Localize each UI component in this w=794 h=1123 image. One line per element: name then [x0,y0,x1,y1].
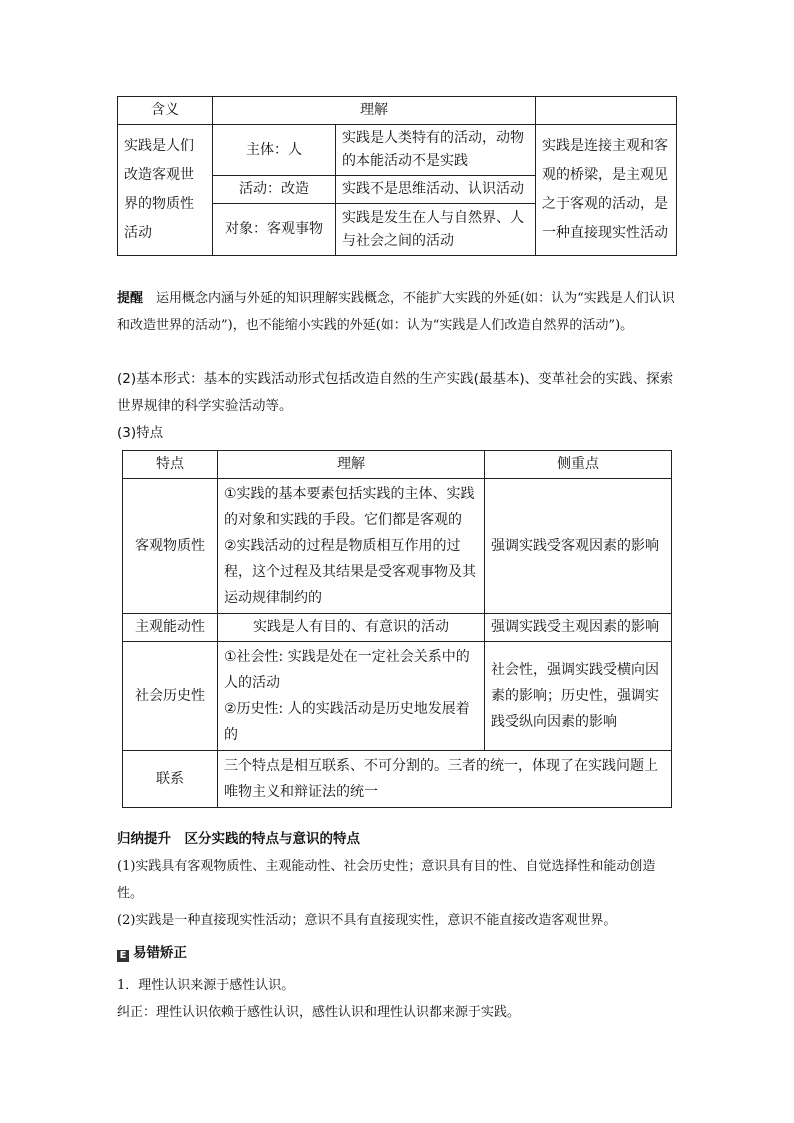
summary-title: 归纳提升 区分实践的特点与意识的特点 [117,831,360,847]
table-row [118,125,677,176]
detail-line: 实践是人有目的、有意识的活动 [253,619,449,635]
detail-cell: 实践是人类特有的活动，动物的本能活动不是实践 [336,125,536,176]
header-feature: 特点 [123,451,218,479]
feature-detail-cell [218,642,485,751]
aspect-cell: 对象：客观事物 [213,204,336,256]
feature-detail-cell [218,751,672,808]
summary-item-2: (2)实践是一种直接现实性活动；意识不具有直接现实性，意识不能直接改造客观世界。 [117,913,617,928]
note-cell: 实践是连接主观和客观的桥梁，是主观见之于客观的活动，是一种直接现实性活动 [536,125,677,256]
table-header-row [123,451,672,479]
header-empty [536,97,677,125]
feature-name-cell: 客观物质性 [123,479,218,614]
feature-focus-cell: 社会性，强调实践受横向因素的影响；历史性，强调实践受纵向因素的影响 [485,642,672,751]
header-understanding: 理解 [213,97,536,125]
detail-line: ①社会性: 实践是处在一定社会关系中的人的活动 [224,649,470,691]
table-row [123,614,672,642]
feature-focus-cell: 强调实践受客观因素的影响 [485,479,672,614]
detail-cell: 实践是发生在人与自然界、人与社会之间的活动 [336,204,536,256]
correction-text: 理性认识依赖于感性认识，感性认识和理性认识都来源于实践。 [156,1005,521,1020]
detail-line: ②实践活动的过程是物质相互作用的过程，这个过程及其结果是受客观事物及其运动规律制约的 [224,538,476,606]
error-item: 1．理性认识来源于感性认识。 [117,978,295,993]
tip-label: 提醒 [117,291,144,306]
correction-label: 纠正： [117,1005,157,1020]
meaning-cell: 实践是人们改造客观世界的物质性活动 [118,125,213,256]
table-row [123,642,672,751]
error-section-header [117,940,187,967]
practice-meaning-table [117,96,677,256]
header-understanding: 理解 [218,451,485,479]
section-marker-icon: E [117,950,129,962]
detail-line: ②历史性: 人的实践活动是历史地发展着的 [224,701,470,743]
table-row [123,479,672,614]
header-focus: 侧重点 [485,451,672,479]
tip-text: 运用概念内涵与外延的知识理解实践概念，不能扩大实践的外延(如：认为“实践是人们认识和改造世界的活动”)，也不能缩小实践的外延(如：认为“实践是人们改造自然界的活动”)。 [117,291,675,333]
feature-name-cell: 联系 [123,751,218,808]
error-section-title: 易错矫正 [133,945,187,961]
table-row [123,751,672,808]
features-title: (3)特点 [117,425,164,441]
forms-paragraph: (2)基本形式：基本的实践活动形式包括改造自然的生产实践(最基本)、变革社会的实践、探索世界规律的科学实验活动等。 [117,371,674,414]
detail-line: 三个特点是相互联系、不可分割的。三者的统一，体现了在实践问题上唯物主义和辩证法的统一 [224,758,658,800]
feature-name-cell: 社会历史性 [123,642,218,751]
feature-detail-cell [218,479,485,614]
detail-cell: 实践不是思维活动、认识活动 [336,176,536,204]
error-correction [117,999,520,1026]
tip-paragraph [117,285,679,339]
header-meaning: 含义 [118,97,213,125]
feature-focus-cell: 强调实践受主观因素的影响 [485,614,672,642]
feature-detail-cell [218,614,485,642]
table-header-row [118,97,677,125]
aspect-cell: 主体：人 [213,125,336,176]
detail-line: ①实践的基本要素包括实践的主体、实践的对象和实践的手段。它们都是客观的 [224,486,475,528]
aspect-cell: 活动：改造 [213,176,336,204]
summary-item-1: (1)实践具有客观物质性、主观能动性、社会历史性；意识具有目的性、自觉选择性和能动创造性。 [117,859,656,901]
practice-features-table [122,450,672,808]
feature-name-cell: 主观能动性 [123,614,218,642]
